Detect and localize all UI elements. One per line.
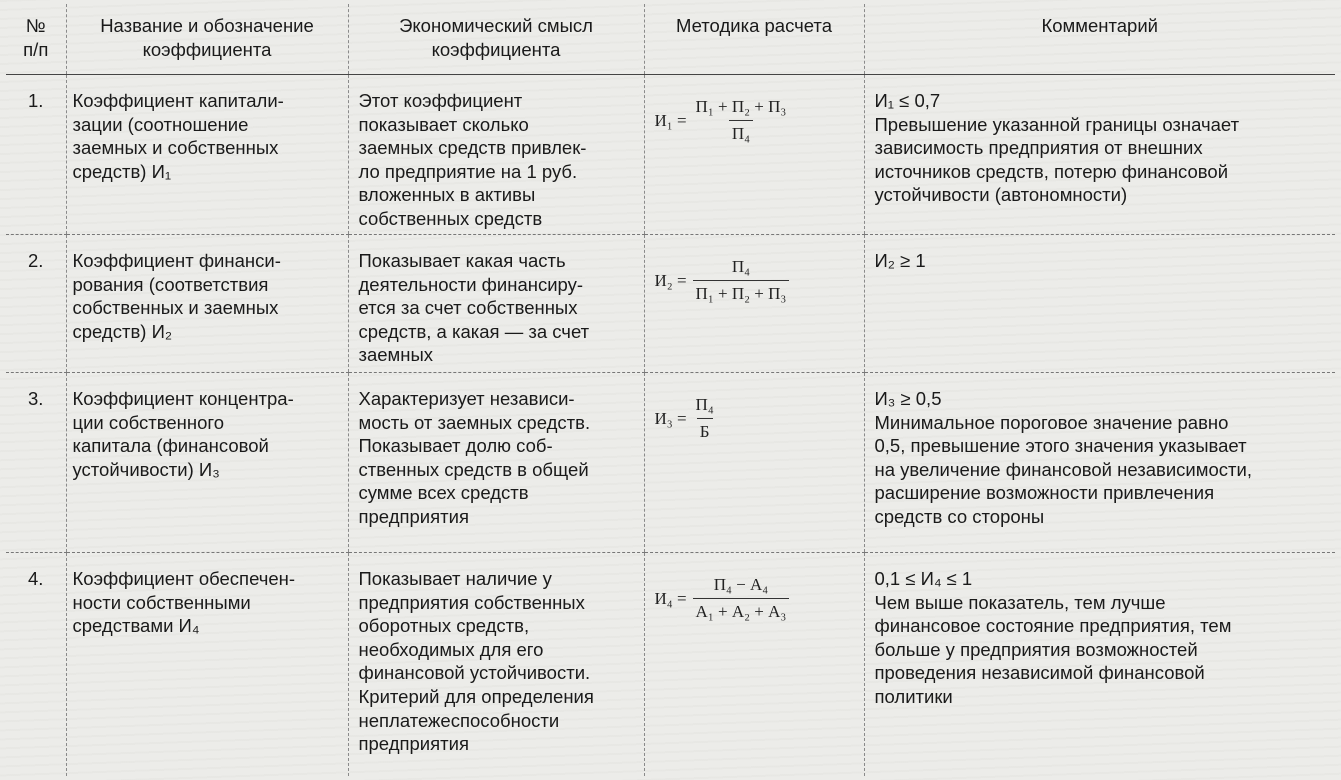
formula-numerator: П₁ + П₂ + П₃ [695, 97, 787, 116]
formula-fraction [693, 97, 790, 144]
formula [655, 395, 864, 442]
formula-denominator: Б [697, 418, 713, 442]
header-comment: Комментарий [864, 4, 1335, 75]
formula-numerator: П₄ − А₄ [713, 575, 769, 594]
formula-denominator: А₁ + А₂ + А₃ [693, 598, 790, 622]
formula [655, 575, 864, 622]
comment-text: Чем выше показатель, тем лучше финансовое состояние предприятия, тем больше у предприятия возможностей проведения независимой финансовой политики [874, 591, 1232, 707]
calculation-method [644, 235, 864, 373]
header-sense: Экономический смысл коэффициента [348, 4, 644, 75]
coefficient-name: Коэффициент финанси- рования (соответствия собственных и заемных средств) И₂ [66, 235, 348, 373]
coefficient-name: Коэффициент концентра- ции собственного капитала (финансовой устойчивости) И₃ [66, 373, 348, 553]
comment-text: Превышение указанной границы означает зависимость предприятия от внешних источников средств, потерю финансовой устойчивости (автономности) [874, 113, 1240, 206]
economic-sense: Этот коэффициент показывает сколько заемных средств привлек- ло предприятие на 1 руб. вложенных в активы собственных средств [348, 75, 644, 235]
row-number: 4. [28, 568, 44, 589]
row-number: 3. [6, 373, 66, 553]
comment-text: Минимальное пороговое значение равно 0,5, превышение этого значения указывает на увеличение финансовой независимости, расширение возможности привлечения средств со стороны [874, 411, 1252, 527]
formula-lhs: И₁ = [654, 110, 687, 130]
formula-lhs: И₄ = [654, 588, 687, 608]
calculation-method [644, 553, 864, 777]
table-row [6, 75, 1335, 235]
criterion: И₃ ≥ 0,5 [874, 388, 942, 409]
calculation-method [644, 75, 864, 235]
header-name: Название и обозначение коэффициента [66, 4, 348, 75]
calculation-method [644, 373, 864, 553]
formula-denominator: П₁ + П₂ + П₃ [693, 280, 790, 304]
formula [655, 97, 864, 144]
comment-cell [864, 553, 1335, 777]
comment-cell [864, 373, 1335, 553]
comment-cell [864, 235, 1335, 373]
table-header-row [6, 4, 1335, 75]
comment-cell [864, 75, 1335, 235]
coefficient-name: Коэффициент капитали- зации (соотношение заемных и собственных средств) И₁ [66, 75, 348, 235]
formula-denominator: П₄ [729, 120, 753, 144]
header-num: № п/п [6, 4, 66, 75]
economic-sense: Показывает наличие у предприятия собственных оборотных средств, необходимых для его финансовой устойчивости. Критерий для определения неплатежеспособности предприятия [348, 553, 644, 777]
row-number: 2. [6, 235, 66, 373]
economic-sense: Характеризует независи- мость от заемных средств. Показывает долю соб- ственных средств в общей сумме всех средств предприятия [348, 373, 644, 553]
coefficients-table [6, 4, 1335, 776]
formula-fraction [693, 257, 790, 304]
table-row [6, 235, 1335, 373]
formula [655, 257, 864, 304]
table-row [6, 553, 1335, 777]
formula-numerator: П₄ [695, 395, 714, 414]
formula-fraction [693, 575, 790, 622]
table-row [6, 373, 1335, 553]
criterion: И₁ ≤ 0,7 [874, 90, 941, 111]
formula-lhs: И₃ = [654, 408, 687, 428]
formula-numerator: П₄ [731, 257, 751, 276]
formula-lhs: И₂ = [654, 270, 687, 290]
row-number: 1. [6, 75, 66, 235]
coefficient-name: Коэффициент обеспечен- ности собственными средствами И₄ [66, 553, 348, 777]
header-method: Методика расчета [644, 4, 864, 75]
criterion: 0,1 ≤ И₄ ≤ 1 [874, 568, 973, 589]
economic-sense: Показывает какая часть деятельности финансиру- ется за счет собственных средств, а какая — за счет заемных [348, 235, 644, 373]
criterion: И₂ ≥ 1 [874, 250, 926, 271]
formula-fraction [693, 395, 717, 442]
